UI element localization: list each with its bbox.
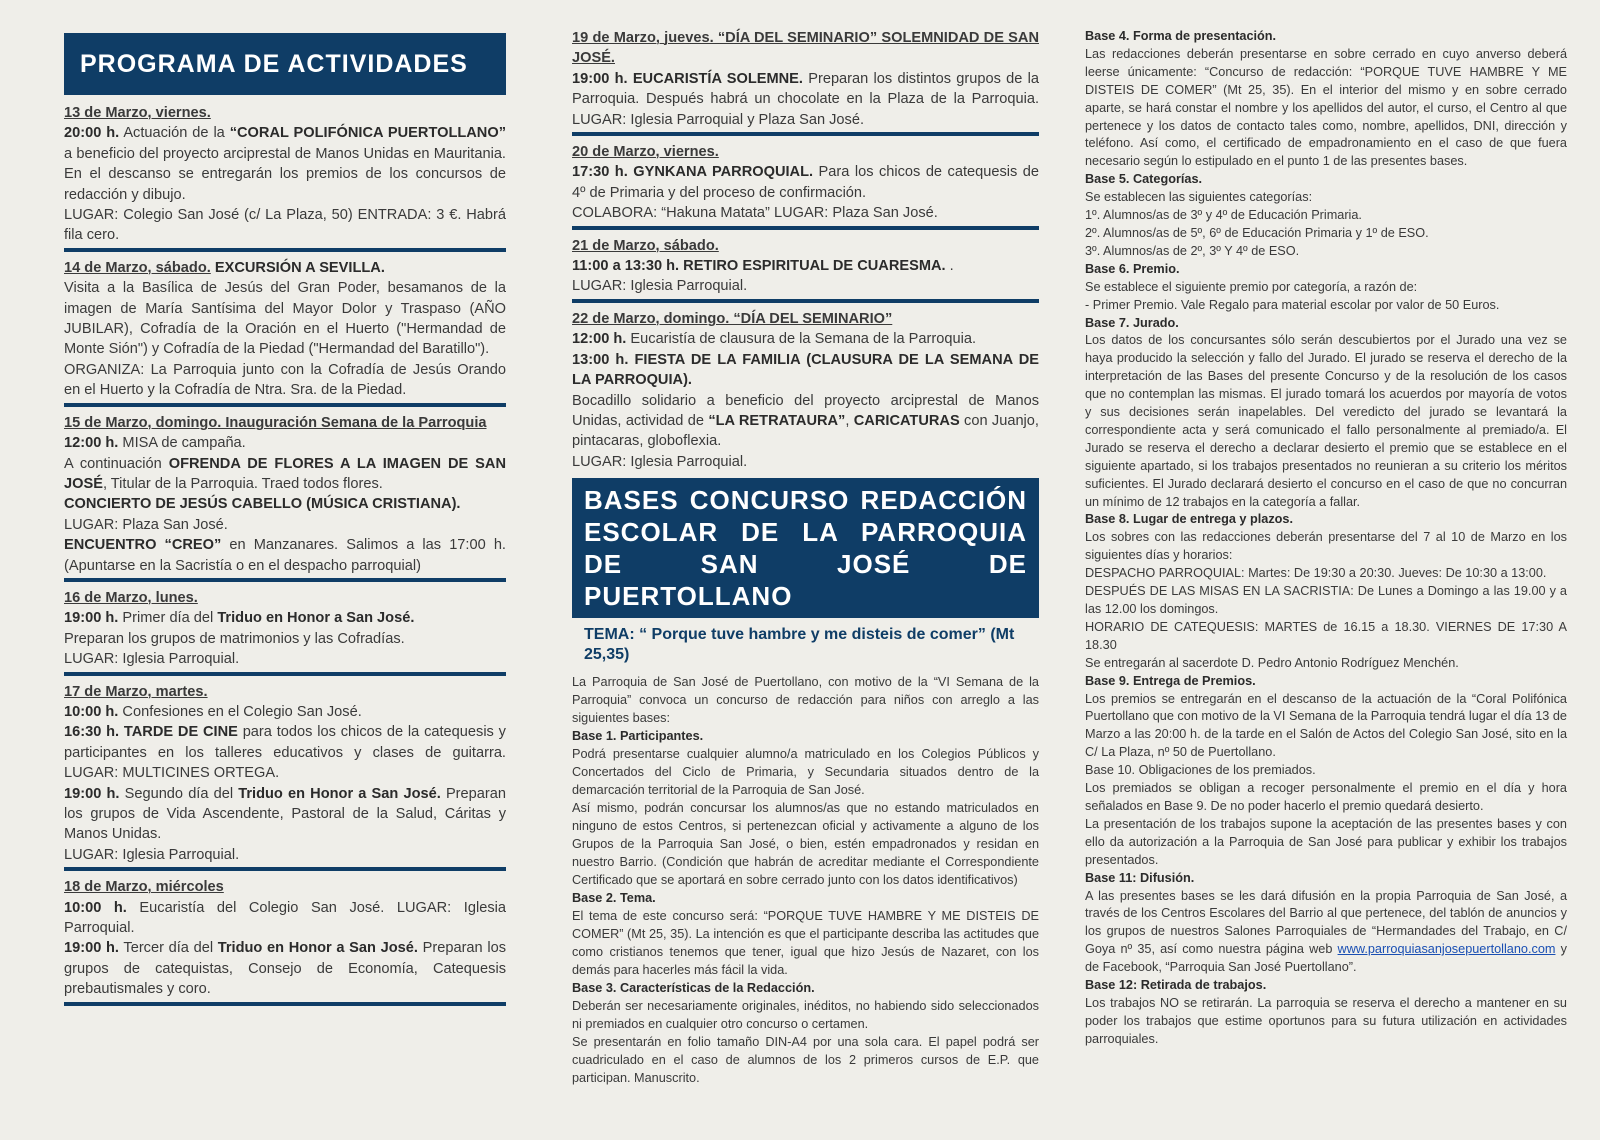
- bases-theme: TEMA: “ Porque tuve hambre y me disteis de comer” (Mt 25,35): [584, 626, 1015, 664]
- base-text: Se entregarán al sacerdote D. Pedro Antonio Rodríguez Menchén.: [1085, 655, 1459, 670]
- event-text: Confesiones en el Colegio San José.: [122, 703, 362, 720]
- base-text: Deberán ser necesariamente originales, inéditos, no habiendo sido seleccionados ni premiados en cualquier otro concurso o certamen.: [572, 999, 1039, 1032]
- event-time: 10:00 h.: [64, 703, 119, 720]
- base-text: Los premios se entregarán en el descanso de la actuación de la “Coral Polifónica Puertollano que con motivo de la VI Semana de la Parroquia tendrá lugar el día 13 de Marzo a las 20:00 h. de la tarde en el Salón de Actos del Colegio San José, sito en la C/ La Plaza, nº 50 de Puertollano.: [1085, 691, 1567, 760]
- event-text: ,: [845, 412, 850, 429]
- event-13-march: [64, 103, 506, 252]
- base-text: - Primer Premio. Vale Regalo para material escolar por valor de 50 Euros.: [1085, 297, 1500, 312]
- event-date: 14 de Marzo, sábado.: [64, 259, 211, 276]
- event-text: Visita a la Basílica de Jesús del Gran Poder, besamanos de la imagen de María Santísima del Mayor Dolor y Traspaso (AÑO JUBILAR), Cofradía de la Oración en el Huerto ("Hermandad de Monte Sión") y Cofradía de la Piedad ("Hermandad del Baratillo").: [64, 280, 506, 358]
- event-date: 15 de Marzo, domingo. Inauguración Semana de la Parroquia: [64, 414, 487, 431]
- event-text: Tercer día del: [123, 940, 214, 957]
- event-time: 20:00 h.: [64, 125, 120, 142]
- event-text: Preparan los grupos de Vida Ascendente, Pastoral de la Salud, Cáritas y Manos Unidas.: [64, 785, 506, 843]
- base-heading: Base 5. Categorías.: [1085, 172, 1203, 187]
- bases-intro: La Parroquia de San José de Puertollano, con motivo de la “VI Semana de la Parroquia” convoca un concurso de redacción para niños con arreglo a las siguientes bases:: [572, 675, 1039, 726]
- base-heading: Base 8. Lugar de entrega y plazos.: [1085, 512, 1294, 527]
- event-place: LUGAR: Iglesia Parroquial.: [64, 846, 240, 863]
- event-text: Segundo día del: [124, 785, 234, 802]
- bases-column: [1085, 28, 1567, 1049]
- event-time: 19:00 h.: [64, 610, 119, 627]
- event-title: GYNKANA PARROQUIAL.: [633, 164, 814, 181]
- base-text: Las redacciones deberán presentarse en sobre cerrado en cuyo anverso deberá leerse únicamente: “Concurso de redacción: “PORQUE TUVE HAMBRE Y ME DISTEIS DE COMER” (Mt 25, 35). En el interior del mismo y en sobre cerrado aparte, se hará constar el nombre y los apellidos del autor, el curso, el Centro al que pertenece y los datos de contacto tales como, nombre, apellidos, DNI, dirección y teléfono. Así como, el certificado de empadronamiento en el caso de que fuera necesario según lo estipulado en el punto 1 de las presentes bases.: [1085, 46, 1567, 169]
- event-highlight: Triduo en Honor a San José.: [217, 940, 418, 957]
- base-heading: Base 2. Tema.: [572, 891, 656, 906]
- base-heading: Base 1. Participantes.: [572, 729, 704, 744]
- event-17-march: [64, 682, 506, 872]
- event-18-march: [64, 877, 506, 1005]
- base-text: DESPUÉS DE LAS MISAS EN LA SACRISTIA: De Lunes a Domingo a las 19.00 y a las 12.00 los domingos.: [1085, 584, 1567, 616]
- base-heading: Base 4. Forma de presentación.: [1085, 29, 1277, 43]
- event-text: , Titular de la Parroquia. Traed todos flores.: [102, 475, 383, 492]
- base-text: La presentación de los trabajos supone la aceptación de las presentes bases y con ello da autorización a la Parroquia de San José para publicar y exhibir los trabajos presentados.: [1085, 816, 1567, 867]
- bases-title: BASES CONCURSO REDACCIÓN ESCOLAR DE LA PARROQUIA DE SAN JOSÉ DE PUERTOLLANO: [572, 478, 1039, 618]
- event-text: Preparan los distintos grupos de la Parroquia. Después habrá un chocolate en la Plaza de la Parroquia. LUGAR: Iglesia Parroquial y Plaza San José.: [572, 70, 1039, 128]
- event-time: 12:00 h.: [572, 331, 627, 348]
- event-text: en Manzanares. Salimos a las 17:00 h. (Apuntarse en la Sacristía o en el despacho parroquial): [64, 537, 506, 574]
- event-20-march: [572, 142, 1039, 230]
- base-text: Los sobres con las redacciones deberán presentarse del 7 al 10 de Marzo en los siguientes días y horarios:: [1085, 530, 1567, 563]
- event-text: Eucaristía del Colegio San José. LUGAR: Iglesia Parroquial.: [64, 899, 506, 937]
- event-15-march: [64, 413, 506, 582]
- event-place: LUGAR: Iglesia Parroquial.: [572, 278, 748, 295]
- event-time: 16:30 h.: [64, 724, 120, 741]
- event-title: 13:00 h. FIESTA DE LA FAMILIA (CLAUSURA DE LA SEMANA DE LA PARROQUIA).: [572, 351, 1039, 389]
- event-time: 17:30 h.: [572, 164, 628, 181]
- base-text: Así mismo, podrán concursar los alumnos/as que no estando matriculados en ninguno de estos Centros, si pertenezcan oficial y activamente a alguno de los Grupos de la Parroquia San José, o bien, estén empadronados y residan en nuestro Barrio. (Condición que habrán de acreditar mediante el Correspondiente Certificado que se aportará en sobre cerrado junto con los datos identificativos): [572, 801, 1039, 888]
- base-heading: Base 7. Jurado.: [1085, 315, 1179, 330]
- base-text: 3º. Alumnos/as de 2º, 3º Y 4º de ESO.: [1085, 243, 1300, 258]
- event-text: .: [949, 258, 954, 275]
- event-highlight: ENCUENTRO “CREO”: [64, 537, 222, 554]
- event-text: a beneficio del proyecto arciprestal de Manos Unidas en Mauritania. En el descanso se entregarán los premios de los concursos de redacción y dibujo.: [64, 145, 506, 203]
- event-text: Eucaristía de clausura de la Semana de la Parroquia.: [630, 331, 977, 348]
- event-text: para todos los chicos de la catequesis y participantes en los talleres educativos y clases de guitarra. LUGAR: MULTICINES ORTEGA.: [64, 724, 506, 782]
- event-text: Para los chicos de catequesis de 4º de Primaria y del proceso de confirmación.: [572, 164, 1040, 201]
- event-date: 17 de Marzo, martes.: [64, 683, 208, 700]
- event-date: 20 de Marzo, viernes.: [572, 144, 719, 161]
- base-text: Los trabajos NO se retirarán. La parroquia se reserva el derecho a mantener en su poder los trabajos que estime oportunos para su futura utilización en actividades parroquiales.: [1085, 995, 1567, 1046]
- event-date: 21 de Marzo, sábado.: [572, 237, 719, 254]
- event-title: EUCARISTÍA SOLEMNE.: [632, 70, 803, 87]
- event-text: MISA de campaña.: [122, 435, 246, 452]
- event-title: EXCURSIÓN A SEVILLA.: [214, 259, 385, 276]
- base-heading: Base 11: Difusión.: [1085, 870, 1195, 885]
- event-text: Actuación de la: [123, 125, 225, 142]
- event-text: Bocadillo solidario a beneficio del proyecto arciprestal de Manos Unidas, actividad de: [572, 392, 1039, 429]
- event-text: Preparan los grupos de catequistas, Consejo de Economía, Catequesis prebautismales y coro.: [64, 940, 506, 998]
- base-text: y de Facebook, “Parroquia San José Puertollano”.: [1085, 942, 1567, 975]
- event-highlight: OFRENDA DE FLORES A LA IMAGEN DE SAN JOSÉ: [64, 455, 506, 492]
- event-text: con Juanjo, pintacaras, globoflexia.: [572, 412, 1039, 450]
- event-place: COLABORA: “Hakuna Matata” LUGAR: Plaza San José.: [572, 205, 938, 222]
- event-highlight: “CORAL POLIFÓNICA PUERTOLLANO”: [229, 125, 506, 142]
- event-place: LUGAR: Iglesia Parroquial.: [64, 651, 240, 668]
- event-text: Primer día del: [122, 610, 214, 627]
- base-text: Los datos de los concursantes sólo serán descubiertos por el Jurado una vez se haya producido la selección y fallo del Jurado. El jurado se reserva el derecho de la interpretación de las Bases del presente Concurso y de la resolución de los casos que no contemplan las mismas. El jurado tomará los acuerdos por mayoría de votos y sus decisiones serán inapelables. Del veredicto del jurado se levantará la correspondiente acta y será comunicado el fallo personalmente al premiado/a. El Jurado se reserva el derecho a declarar desierto el premio que se establece en el siguiente apartado, si los trabajos presentados no reunieran a su criterio los méritos suficientes. El Jurado declarará desierto el concurso en el caso de que no concurran un mínimo de 12 trabajos en la categoría a fallar.: [1085, 333, 1567, 509]
- event-text: A continuación: [64, 455, 162, 472]
- base-heading: Base 12: Retirada de trabajos.: [1085, 978, 1267, 993]
- event-organizer: ORGANIZA: La Parroquia junto con la Cofradía de Jesús Orando en el Huerto y la Cofradía de Ntra. Sra. de la Piedad.: [64, 361, 506, 399]
- event-highlight: TARDE DE CINE: [123, 724, 238, 741]
- program-column: [64, 28, 506, 1012]
- base-text: 2º. Alumnos/as de 5º, 6º de Educación Primaria y 1º de ESO.: [1085, 225, 1429, 240]
- event-14-march: [64, 258, 506, 407]
- base-text: HORARIO DE CATEQUESIS: MARTES de 16.15 a 18.30. VIERNES DE 17:30 A 18.30: [1085, 619, 1567, 652]
- event-date: 19 de Marzo, jueves. “DÍA DEL SEMINARIO” SOLEMNIDAD DE SAN JOSÉ.: [572, 30, 1039, 67]
- base-text: Se establecen las siguientes categorías:: [1085, 190, 1313, 205]
- event-date: 13 de Marzo, viernes.: [64, 105, 211, 121]
- event-highlight: Triduo en Honor a San José.: [217, 610, 415, 627]
- bases-block: [1085, 28, 1567, 1049]
- program-title: PROGRAMA DE ACTIVIDADES: [64, 33, 506, 95]
- base-heading: Base 10. Obligaciones de los premiados.: [1085, 763, 1316, 778]
- event-date: 16 de Marzo, lunes.: [64, 589, 198, 606]
- event-text: Preparan los grupos de matrimonios y las Cofradías.: [64, 630, 405, 647]
- event-22-march: [572, 309, 1039, 472]
- website-link[interactable]: www.parroquiasanjosepuertollano.com: [1337, 942, 1556, 957]
- event-19-march: [572, 28, 1039, 136]
- event-highlight: CONCIERTO DE JESÚS CABELLO (MÚSICA CRISTIANA).: [64, 496, 461, 513]
- event-date: 22 de Marzo, domingo. “DÍA DEL SEMINARIO”: [572, 310, 893, 327]
- event-highlight: Triduo en Honor a San José.: [238, 785, 441, 802]
- event-place: LUGAR: Colegio San José (c/ La Plaza, 50) ENTRADA: 3 €. Habrá fila cero.: [64, 207, 506, 244]
- base-heading: Base 3. Características de la Redacción.: [572, 981, 815, 996]
- base-text: Se establece el siguiente premio por categoría, a razón de:: [1085, 279, 1418, 294]
- event-time: 10:00 h.: [64, 899, 127, 916]
- event-time: 19:00 h.: [64, 940, 119, 957]
- middle-column: [572, 28, 1039, 1087]
- event-title: 11:00 a 13:30 h. RETIRO ESPIRITUAL DE CUARESMA.: [572, 258, 946, 275]
- event-place: LUGAR: Iglesia Parroquial.: [572, 453, 748, 470]
- base-heading: Base 6. Premio.: [1085, 261, 1180, 276]
- bases-intro-block: [572, 673, 1039, 1087]
- event-date: 18 de Marzo, miércoles: [64, 879, 224, 896]
- event-highlight: “LA RETRATAURA”: [708, 412, 846, 429]
- event-time: 19:00 h.: [572, 70, 628, 87]
- event-place: LUGAR: Plaza San José.: [64, 516, 228, 533]
- base-text: El tema de este concurso será: “PORQUE TUVE HAMBRE Y ME DISTEIS DE COMER” (Mt 25, 35). La intención es que el participante describa las actitudes que como cristianos tenemos que tener, igual que hizo Jesús de Nazaret, con los demás para hacerles más fácil la vida.: [572, 909, 1039, 978]
- event-highlight: CARICATURAS: [853, 412, 960, 429]
- event-time: 19:00 h.: [64, 785, 120, 802]
- base-text: Se presentarán en folio tamaño DIN-A4 por una sola cara. El papel podrá ser cuadriculado en el caso de alumnos de los 2 primeros cursos de E.P. que participan. Manuscrito.: [572, 1035, 1039, 1086]
- base-text: Los premiados se obligan a recoger personalmente el premio en el día y hora señalados en Base 9. De no poder hacerlo el premio quedará desierto.: [1085, 781, 1567, 813]
- base-heading: Base 9. Entrega de Premios.: [1085, 673, 1256, 688]
- event-21-march: [572, 236, 1039, 303]
- event-16-march: [64, 588, 506, 676]
- base-text: Podrá presentarse cualquier alumno/a matriculado en los Colegios Públicos y Concertados del Ciclo de Primaria, y Secundaria situados dentro de la demarcación territorial de la Parroquia de San José.: [572, 747, 1039, 798]
- event-time: 12:00 h.: [64, 435, 119, 452]
- base-text: DESPACHO PARROQUIAL: Martes: De 19:30 a 20:30. Jueves: De 10:30 a 13:00.: [1085, 566, 1547, 581]
- base-text: 1º. Alumnos/as de 3º y 4º de Educación Primaria.: [1085, 208, 1362, 223]
- base-text: A las presentes bases se les dará difusión en la propia Parroquia de San José, a través de los Centros Escolares del Barrio al que pertenece, del tablón de anuncios y los grupos de nuestros Salones Parroquiales de “Hermandades del Trabajo, en C/ Goya nº 35, así como nuestra página web: [1085, 888, 1567, 957]
